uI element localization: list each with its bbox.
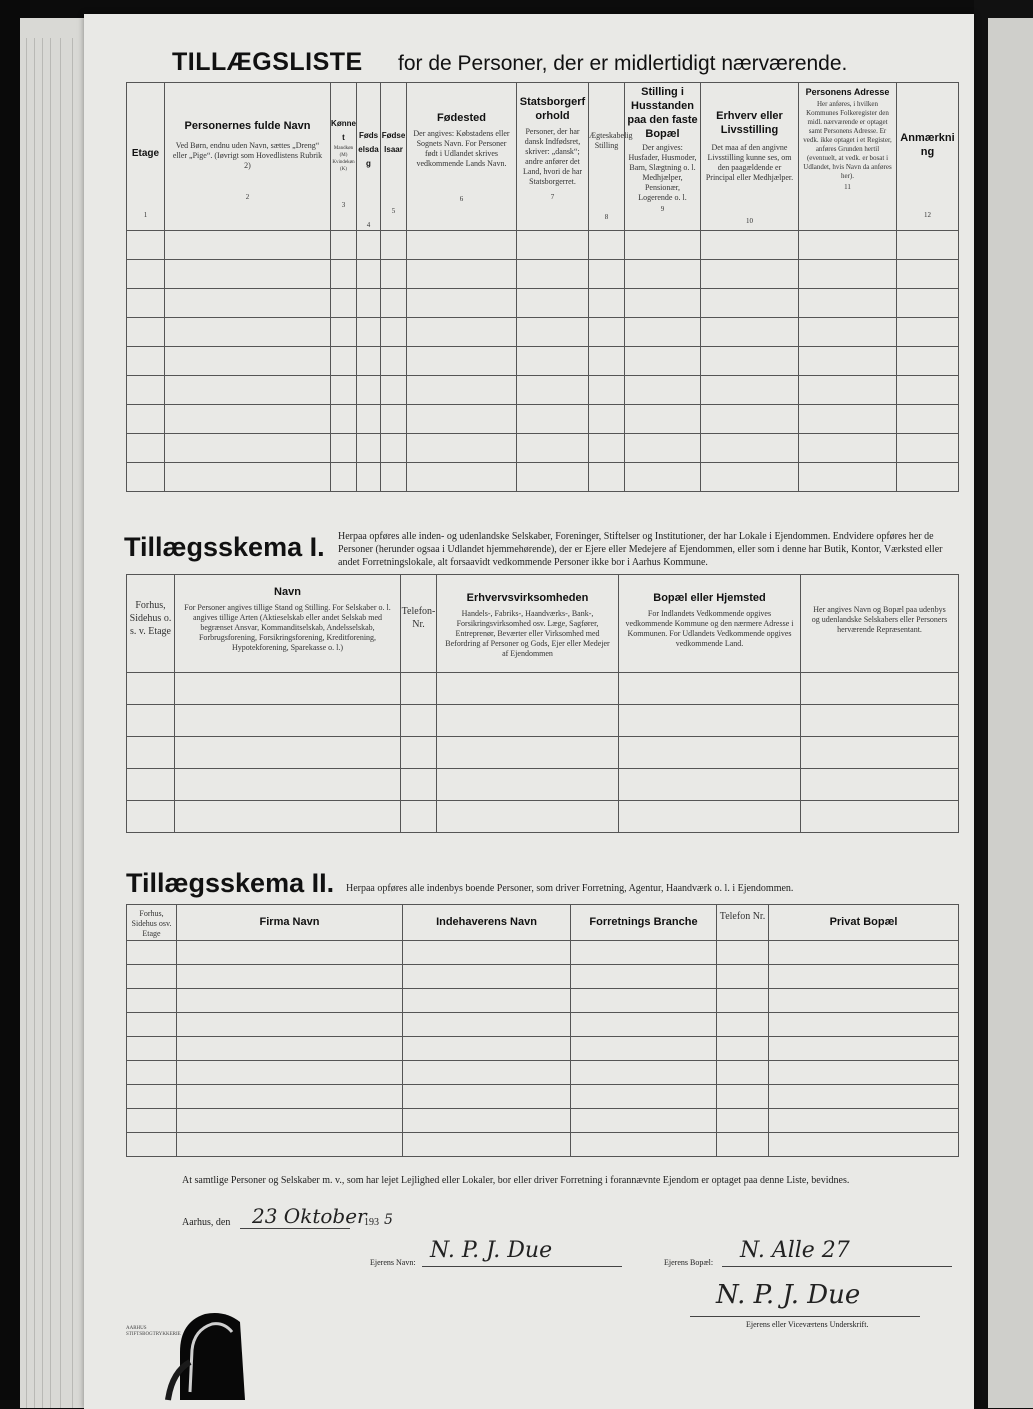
col-header-3: Kønnet Mandkøn (M) Kvindekøn (K) 3 — [331, 83, 357, 231]
col-header-9: Stilling i Husstanden paa den faste Bopæl Der angives: Husfader, Husmoder, Barn, Slægtning o. l. Medhjælper, Pensionær, Logerende o. l. 9 — [625, 83, 701, 231]
page-subtitle: for de Personer, der er midlertidigt nærværende. — [398, 52, 848, 75]
col-header-8: Ægteskabelig Stilling 8 — [589, 83, 625, 231]
col-header-4: Fødselsdag 4 — [357, 83, 381, 231]
schema1-table — [126, 574, 959, 833]
owner-name-line — [422, 1266, 622, 1267]
table-row — [127, 289, 959, 318]
col-header-11: Personens Adresse Her anføres, i hvilken Kommunes Folkeregister den midl. nærværende er optaget samt Personens Adresse. Er vedk. ikke optaget i et Register, anføres Grunden hertil (eventuelt, at vedk. er bosat i Udlandet, hvis Navn da anføres her). 11 — [799, 83, 897, 231]
owner-address-line — [722, 1266, 952, 1267]
table-row — [127, 347, 959, 376]
table-row — [127, 1133, 959, 1157]
schema1-col-6: Her angives Navn og Bopæl paa udenbys og udenlandske Selskabers eller Personers herværende Repræsentant. — [801, 575, 959, 673]
schema2-col-2: Firma Navn — [177, 905, 403, 941]
schema2-intro: Herpaa opføres alle indenbys boende Personer, som driver Forretning, Agentur, Haandværk o. l. i Ejendommen. — [346, 883, 794, 894]
year-print: 193 — [364, 1217, 379, 1228]
table-row — [127, 434, 959, 463]
declaration-text: At samtlige Personer og Selskaber m. v., som har lejet Lejlighed eller Lokaler, bor eller driver Forretning i forannævnte Ejendom er optaget paa denne Liste, bevidnes. — [182, 1175, 850, 1186]
schema1-col-5: Bopæl eller Hjemsted For Indlandets Vedkommende opgives vedkommende Kommune og den nærmere Adresse i Kommunen. For Udlandets Vedkommende opgives vedkommende Land. — [619, 575, 801, 673]
schema2-col-6: Privat Bopæl — [769, 905, 959, 941]
col-header-12: Anmærkning 12 — [897, 83, 959, 231]
date-handwritten: 23 Oktober — [252, 1204, 367, 1228]
col-header-6: Fødested Der angives: Købstadens eller Sognets Navn. For Personer født i Udlandet skrives vedkommende Lands Navn. 6 — [407, 83, 517, 231]
schema2-col-1: Forhus, Sidehus osv. Etage — [127, 905, 177, 941]
owner-address-handwritten: N. Alle 27 — [740, 1238, 850, 1263]
owner-name-handwritten: N. P. J. Due — [430, 1238, 553, 1263]
col-header-2: Personernes fulde Navn Ved Børn, endnu uden Navn, sættes „Dreng“ eller „Pige“. (Iøvrigt som Hovedlistens Rubrik 2) 2 — [165, 83, 331, 231]
table-row — [127, 1013, 959, 1037]
schema2-header — [127, 905, 959, 941]
col-header-7: Statsborgerforhold Personer, der har dansk Indfødsret, skriver: „dansk“; andre anfører det Land, hvori de har Statsborgerret. 7 — [517, 83, 589, 231]
date-line — [240, 1228, 350, 1229]
table-row — [127, 705, 959, 737]
schema1-col-2: Navn For Personer angives tillige Stand og Stilling. For Selskaber o. l. angives tillige Arten (Aktieselskab eller andet Selskab med begrænset Ansvar, Kommanditselskab, Andelsselskab, Forbrugsforening, Forsikringsforening, Kreditforening, Hypotekforening, Sparekasse o. l.) — [175, 575, 401, 673]
schema1-intro: Herpaa opføres alle inden- og udenlandske Selskaber, Foreninger, Stiftelser og Institutioner, der har Lokale i Ejendommen. Endvidere opføres her de Personer (herunder ogsaa i Udlandet hjemmehørende), der er Ejere eller Medejere af Ejendommen, eller som i denne har Butik, Kontor, Værksted eller andet Forretningslokale, alt forsaavidt vedkommende Personer ikke bor i Aarhus Kommune. — [338, 531, 943, 568]
table-row — [127, 801, 959, 833]
signature-handwritten: N. P. J. Due — [716, 1280, 861, 1310]
main-table-header — [127, 83, 959, 231]
schema1-col-3: Telefon-Nr. — [401, 575, 437, 673]
table-row — [127, 769, 959, 801]
table-row — [127, 989, 959, 1013]
table-row — [127, 405, 959, 434]
schema2-table — [126, 904, 959, 1157]
table-row — [127, 1109, 959, 1133]
schema1-col-1: Forhus, Sidehus o. s. v. Etage — [127, 575, 175, 673]
underlying-pages — [20, 18, 91, 1408]
col-header-10: Erhverv eller Livsstilling Det maa af den angivne Livsstilling kunne ses, om den paagældende er Principal eller Medhjælper. 10 — [701, 83, 799, 231]
schema1-header — [127, 575, 959, 673]
table-row — [127, 260, 959, 289]
schema2-title: Tillægsskema II. — [126, 868, 335, 898]
col-header-1: Etage 1 — [127, 83, 165, 231]
owner-address-label: Ejerens Bopæl: — [664, 1258, 714, 1267]
schema2-col-5: Telefon Nr. — [717, 905, 769, 941]
main-table — [126, 82, 959, 492]
schema1-col-4: Erhvervsvirksomheden Handels-, Fabriks-, Haandværks-, Bank-, Forsikringsvirksomhed osv. Læge, Sagfører, Entreprenør, Beværter eller Virksomhed med Befordring af Personer og Gods, Ejer eller Medejer af Ejendommen — [437, 575, 619, 673]
schema2-col-3: Indehaverens Navn — [403, 905, 571, 941]
table-row — [127, 376, 959, 405]
table-row — [127, 941, 959, 965]
facing-page-edge — [988, 18, 1033, 1408]
signature-label: Ejerens eller Viceværtens Underskrift. — [746, 1320, 869, 1329]
col-header-5: Fødselsaar 5 — [381, 83, 407, 231]
table-row — [127, 1085, 959, 1109]
table-row — [127, 1037, 959, 1061]
page-title: TILLÆGSLISTE — [172, 48, 363, 76]
table-row — [127, 463, 959, 492]
table-row — [127, 965, 959, 989]
year-handwritten: 5 — [384, 1212, 393, 1228]
schema1-title: Tillægsskema I. — [124, 532, 325, 562]
table-row — [127, 318, 959, 347]
printer-stamp: AARHUS STIFTSBOGTRYKKERIE — [126, 1326, 181, 1337]
table-row — [127, 231, 959, 260]
table-row — [127, 737, 959, 769]
owner-name-label: Ejerens Navn: — [370, 1258, 416, 1267]
table-row — [127, 1061, 959, 1085]
schema2-col-4: Forretnings Branche — [571, 905, 717, 941]
binder-clip-icon — [150, 1292, 260, 1400]
city-label: Aarhus, den — [182, 1217, 231, 1228]
signature-line — [690, 1316, 920, 1317]
table-row — [127, 673, 959, 705]
